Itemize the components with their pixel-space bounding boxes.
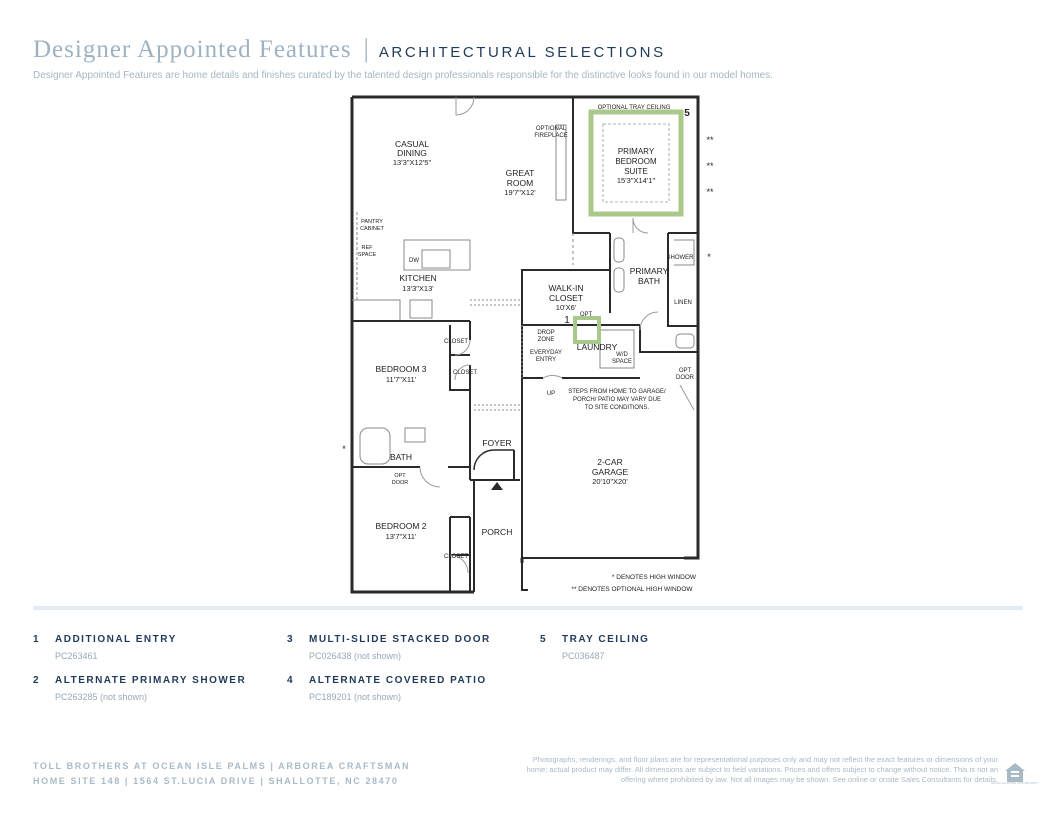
everyday-entry-label-1: EVERYDAY xyxy=(529,350,563,356)
opt-door2-label-1: OPT xyxy=(394,473,406,479)
bedroom2-size: 13'7"X11' xyxy=(385,532,417,541)
great-room-size: 19'7"X12' xyxy=(504,188,536,197)
feature-code: PC026438 (not shown) xyxy=(309,651,402,661)
feature-number: 2 xyxy=(33,675,41,686)
garage-size: 20'10"X20' xyxy=(592,477,628,486)
feature-number: 3 xyxy=(287,634,295,645)
feature-code: PC263285 (not shown) xyxy=(55,692,148,702)
high-window-mark-3: ** xyxy=(706,187,714,197)
laundry-label: LAUNDRY xyxy=(576,342,618,352)
closet-label-2: CLOSET xyxy=(452,370,478,376)
feature-code: PC189201 (not shown) xyxy=(309,692,402,702)
opt-door-label-1: OPT xyxy=(678,368,692,374)
high-window-mark-4: * xyxy=(707,252,711,262)
closet-label-3: CLOSET xyxy=(443,554,469,560)
room-labels xyxy=(342,105,714,593)
garage-label-1: 2-CAR xyxy=(597,457,623,467)
marker-1: 1 xyxy=(564,315,570,326)
equal-housing-icon xyxy=(991,760,1039,785)
kitchen-size: 13'3"X13' xyxy=(402,284,434,293)
high-window-mark-2: ** xyxy=(706,161,714,171)
primary-bath-label-2: BATH xyxy=(637,276,661,286)
feature-name: ALTERNATE COVERED PATIO xyxy=(309,675,487,686)
community-info xyxy=(33,759,410,789)
linen-label: LINEN xyxy=(674,300,692,306)
walk-in-closet-label-2: CLOSET xyxy=(548,293,584,303)
dw-label: DW xyxy=(409,258,419,264)
feature-name: ADDITIONAL ENTRY xyxy=(55,634,177,645)
steps-note-2: PORCH/ PATIO MAY VARY DUE xyxy=(573,397,661,403)
features-list xyxy=(33,634,1033,714)
pantry-label-1: PANTRY xyxy=(361,219,383,225)
feature-name: MULTI-SLIDE STACKED DOOR xyxy=(309,634,491,645)
primary-bedroom-label-2: BEDROOM xyxy=(615,157,657,166)
closet-label-1: CLOSET xyxy=(443,339,469,345)
garage-label-2: GARAGE xyxy=(591,467,629,477)
porch-label: PORCH xyxy=(481,527,513,537)
opt-label: OPT xyxy=(579,312,593,318)
steps-note-3: TO SITE CONDITIONS. xyxy=(584,405,650,411)
walk-in-closet-label-1: WALK-IN xyxy=(548,283,584,293)
primary-bedroom-label-3: SUITE xyxy=(624,167,648,176)
foyer-label: FOYER xyxy=(482,438,512,448)
opt-door-label-2: DOOR xyxy=(676,375,694,381)
page-subtitle: Designer Appointed Features are home details and finishes curated by the talented design professionals responsible for the distinctive looks found in our model homes. xyxy=(33,70,773,81)
door-swings xyxy=(420,97,694,573)
primary-bedroom-label-1: PRIMARY xyxy=(617,147,655,156)
walk-in-closet-size: 10'X6' xyxy=(555,303,577,312)
great-room-label-1: GREAT xyxy=(505,168,535,178)
kitchen-label: KITCHEN xyxy=(399,273,437,283)
high-window-mark-1: ** xyxy=(706,135,714,145)
feature-name: ALTERNATE PRIMARY SHOWER xyxy=(55,675,247,686)
optional-tray-ceiling-label: OPTIONAL TRAY CEILING xyxy=(597,105,671,111)
feature-code: PC263461 xyxy=(55,651,98,661)
wd-space-label-2: SPACE xyxy=(612,359,632,365)
community-line: TOLL BROTHERS AT OCEAN ISLE PALMS | ARBOREA CRAFTSMAN xyxy=(33,761,411,771)
bedroom3-size: 11'7"X11' xyxy=(385,375,417,384)
ref-space-label-2: SPACE xyxy=(357,252,377,258)
wd-space-label-1: W/D xyxy=(616,352,628,358)
disclaimer: Photographs, renderings, and floor plans are for representational purposes only and may not reflect the exact features or dimensions of your home; actual product may differ. All dimensions are subject to field variations. Prices and offers subject to change without notice. This is not an offering where prohibited by law. Not all images may be shown. See online or onsite Sales Consultants for details. xyxy=(526,755,998,784)
feature-number: 5 xyxy=(540,634,548,645)
bath-label: BATH xyxy=(389,452,413,462)
opt-door2-label-2: DOOR xyxy=(391,480,409,486)
casual-dining-label-1: CASUAL xyxy=(394,139,430,149)
title-separator: | xyxy=(363,34,369,63)
primary-bath-label-1: PRIMARY xyxy=(629,266,669,276)
great-room-label-2: ROOM xyxy=(506,178,534,188)
bedroom2-label: BEDROOM 2 xyxy=(375,521,427,531)
casual-dining-label-2: DINING xyxy=(397,148,427,158)
feature-number: 1 xyxy=(33,634,41,645)
feature-name: TRAY CEILING xyxy=(562,634,650,645)
drop-zone-label-2: ZONE xyxy=(537,337,555,343)
feature-code: PC036487 xyxy=(562,651,605,661)
shower-label: SHOWER xyxy=(666,255,694,261)
entry-arrow xyxy=(491,482,503,490)
drop-zone-label-1: DROP xyxy=(537,330,555,336)
marker-5: 5 xyxy=(684,108,690,119)
page-title: Designer Appointed Features xyxy=(33,36,352,63)
high-window-mark-5: * xyxy=(342,444,346,454)
optional-fireplace-1: OPTIONAL xyxy=(535,126,567,132)
steps-note-1: STEPS FROM HOME TO GARAGE/ xyxy=(568,389,666,395)
feature-number: 4 xyxy=(287,675,295,686)
ref-space-label-1: REF xyxy=(361,245,373,251)
equal-housing-label: EQUAL HOUSING OPPORTUNITY xyxy=(991,781,1039,785)
additional-entry-highlight xyxy=(575,318,599,342)
section-divider xyxy=(33,606,1023,610)
primary-bedroom-size: 15'3"X14'1" xyxy=(616,176,656,185)
everyday-entry-label-2: ENTRY xyxy=(535,357,557,363)
bedroom3-label: BEDROOM 3 xyxy=(375,364,427,374)
address-line: HOME SITE 148 | 1564 ST.LUCIA DRIVE | SHALLOTTE, NC 28470 xyxy=(33,776,399,786)
pantry-label-2: CABINET xyxy=(360,226,384,232)
legend-double-star: ** DENOTES OPTIONAL HIGH WINDOW xyxy=(571,586,693,593)
page-title-sub: ARCHITECTURAL SELECTIONS xyxy=(378,44,666,61)
foyer-door xyxy=(474,450,514,470)
legend-star: * DENOTES HIGH WINDOW xyxy=(611,574,697,581)
casual-dining-size: 13'3"X12'5" xyxy=(392,158,432,167)
up-label: UP xyxy=(546,391,556,397)
optional-fireplace-2: FIREPLACE xyxy=(534,133,568,139)
